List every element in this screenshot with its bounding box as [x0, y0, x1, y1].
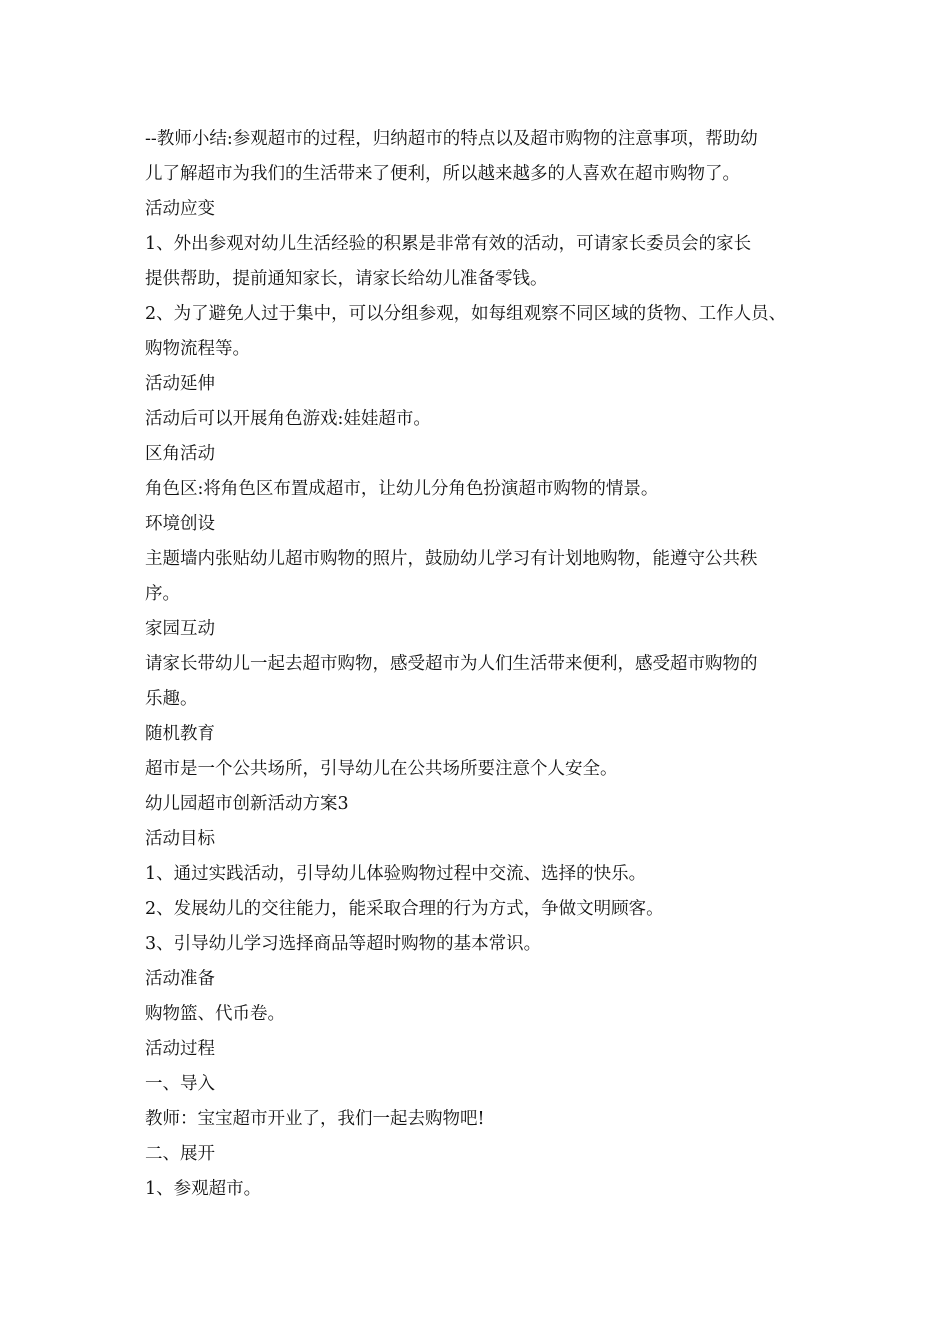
- text-line: 购物篮、代币卷。: [145, 1004, 285, 1024]
- section-heading: 活动过程: [145, 1039, 215, 1059]
- text-line: 角色区:将角色区布置成超市，让幼儿分角色扮演超市购物的情景。: [145, 479, 659, 499]
- subsection-heading: 二、展开: [145, 1144, 215, 1164]
- text-line: 乐趣。: [145, 689, 198, 709]
- text-line: 1、外出参观对幼儿生活经验的积累是非常有效的活动，可请家长委员会的家长: [145, 234, 752, 254]
- text-line: 2、为了避免人过于集中，可以分组参观，如每组观察不同区域的货物、工作人员、: [145, 304, 787, 324]
- text-line: 序。: [145, 584, 180, 604]
- text-line: 超市是一个公共场所，引导幼儿在公共场所要注意个人安全。: [145, 759, 618, 779]
- document-title: 幼儿园超市创新活动方案3: [145, 794, 349, 814]
- text-line: 2、发展幼儿的交往能力，能采取合理的行为方式，争做文明顾客。: [145, 899, 664, 919]
- text-line: 1、参观超市。: [145, 1179, 262, 1199]
- section-heading: 随机教育: [145, 724, 215, 744]
- section-heading: 活动应变: [145, 199, 215, 219]
- text-line: 提供帮助，提前通知家长，请家长给幼儿准备零钱。: [145, 269, 548, 289]
- text-line: --教师小结:参观超市的过程，归纳超市的特点以及超市购物的注意事项，帮助幼: [145, 129, 758, 149]
- document-body: [145, 122, 810, 1207]
- section-heading: 活动目标: [145, 829, 215, 849]
- text-line: 3、引导幼儿学习选择商品等超时购物的基本常识。: [145, 934, 542, 954]
- section-heading: 家园互动: [145, 619, 215, 639]
- text-line: 主题墙内张贴幼儿超市购物的照片，鼓励幼儿学习有计划地购物，能遵守公共秩: [145, 549, 758, 569]
- section-heading: 区角活动: [145, 444, 215, 464]
- text-line: 活动后可以开展角色游戏:娃娃超市。: [145, 409, 431, 429]
- subsection-heading: 一、导入: [145, 1074, 215, 1094]
- text-line: 购物流程等。: [145, 339, 250, 359]
- section-heading: 活动准备: [145, 969, 215, 989]
- section-heading: 活动延伸: [145, 374, 215, 394]
- text-line: 请家长带幼儿一起去超市购物，感受超市为人们生活带来便利，感受超市购物的: [145, 654, 758, 674]
- section-heading: 环境创设: [145, 514, 215, 534]
- text-line: 教师：宝宝超市开业了，我们一起去购物吧!: [145, 1109, 485, 1129]
- text-line: 儿了解超市为我们的生活带来了便利，所以越来越多的人喜欢在超市购物了。: [145, 164, 740, 184]
- text-line: 1、通过实践活动，引导幼儿体验购物过程中交流、选择的快乐。: [145, 864, 647, 884]
